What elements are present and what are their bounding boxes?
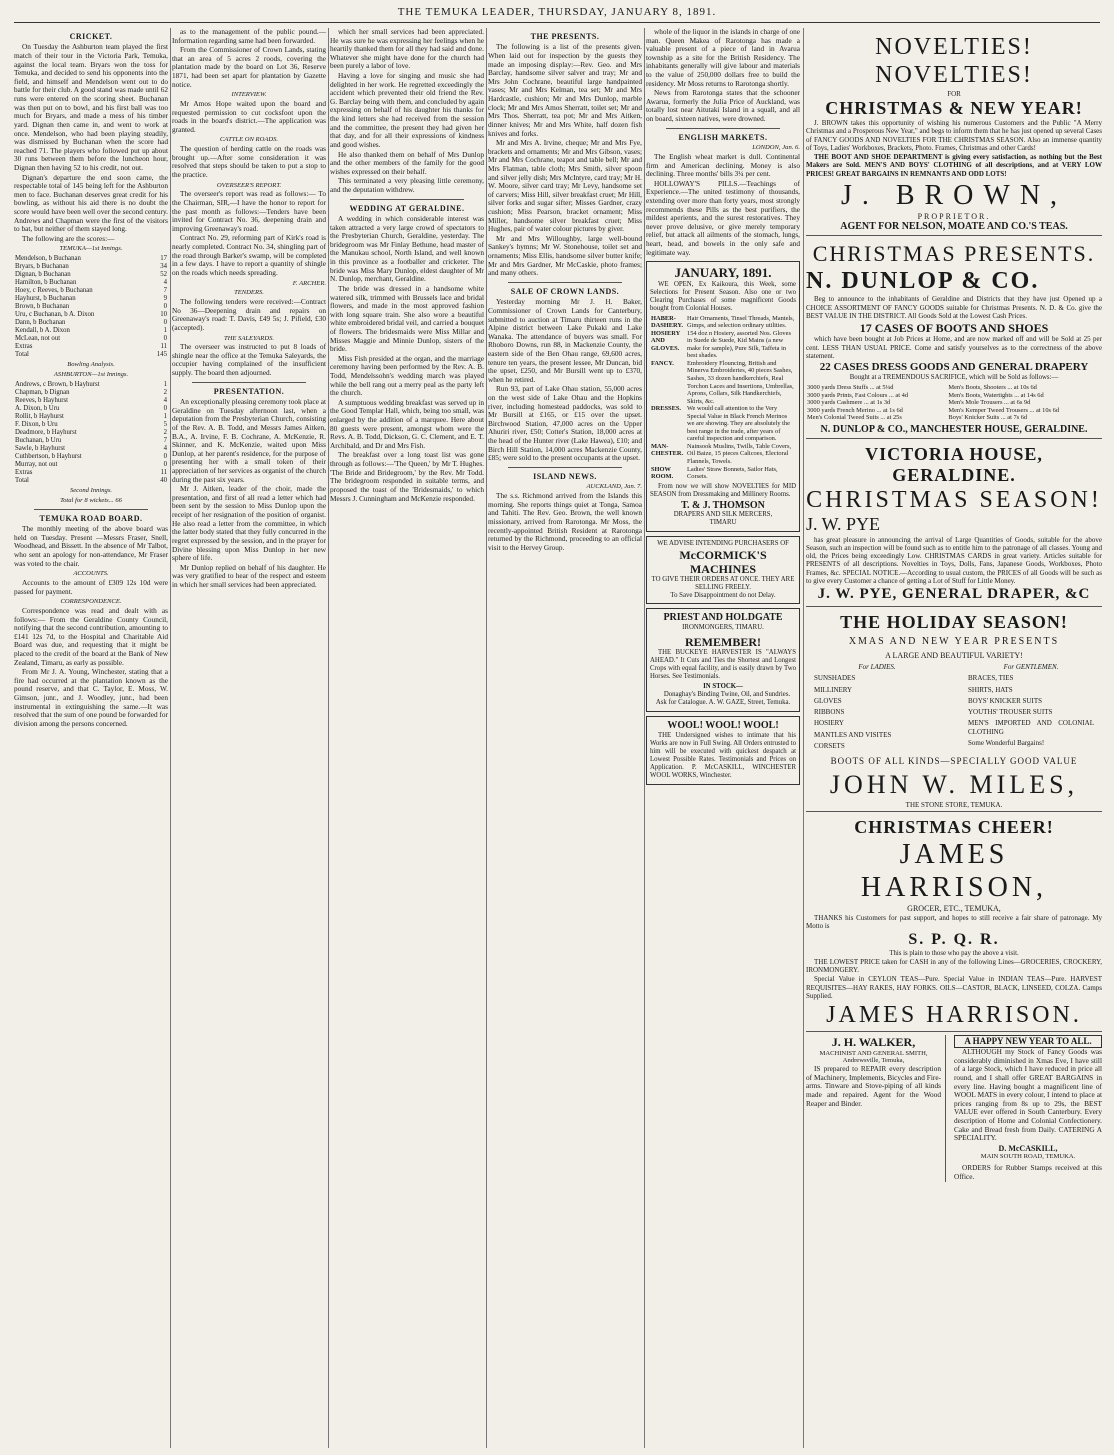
article-paragraph: The following are the scores:— xyxy=(22,233,115,243)
ad-text: THE BOOT AND SHOE DEPARTMENT is giving every satisfaction, as nothing but the Best Makers are Sold. MEN'S AND BOYS' CLOTHING of all descriptions, and at VERY LOW PRICES! GREAT BARGAINS IN REMNANTS AND ODD LOTS! xyxy=(806,153,1102,178)
list-heading: For GENTLEMEN. xyxy=(1003,663,1059,672)
subheading: TENDERS. xyxy=(234,289,264,297)
list-item: SUNSHADES xyxy=(814,674,856,683)
subheading: INTERVIEW. xyxy=(231,91,267,99)
score-row xyxy=(14,453,168,461)
score-row xyxy=(14,461,168,469)
batsman-name: Uru, c Buchanan, b A. Dixon xyxy=(15,311,95,319)
ad-text: Special Value in CEYLON TEAS—Pure. Special Value in INDIAN TEAS—Pure. HARVEST REQUISITES—HAY RAKES, HAY FORKS. OILS—CASTOR, BLACK, LINSEED, COLZA. Camps Supplied. xyxy=(806,975,1102,1000)
article-paragraph: Contract No. 29, reforming part of Kirk's road is nearly completed. Contract No. 34, shingling part of the road through Barker's swamp, will be completed in a few days. I have to report a quantity of shingle on the roads which needs spreading. xyxy=(172,233,326,277)
batsman-name: Reeves, b Hayhurst xyxy=(15,396,69,404)
article-paragraph: The following tenders were received:—Contract No 36—Deepening drain and repairs on Greenaway's road: T. Davis, £49 5s; J. Pifield, £30 (accepted). xyxy=(172,297,326,332)
ad-motto: S. P. Q. R. xyxy=(908,931,1000,948)
mccaskill-advertisement xyxy=(954,1035,1102,1182)
section-divider xyxy=(34,509,148,510)
subheading: THE SALEYARDS. xyxy=(223,334,275,342)
advertiser-address: N. DUNLOP & CO., MANCHESTER HOUSE, GERALDINE. xyxy=(820,423,1088,435)
column-4 xyxy=(488,28,642,1448)
section-divider xyxy=(508,282,622,283)
batsman-runs: 10 xyxy=(160,311,167,319)
advertiser-name: D. McCASKILL, xyxy=(998,1143,1058,1153)
subheading: OVERSEER'S REPORT. xyxy=(216,181,282,189)
gentlemen-list xyxy=(968,660,1094,753)
department-name: FANCY. xyxy=(651,359,674,367)
article-paragraph: From the Commissioner of Crown Lands, stating that an area of 5 acres 2 roods, covering the plantation made by the board on Lot 36, Reserve 1871, had been set apart for plantation by Gazette notice. xyxy=(172,45,326,89)
header-rule xyxy=(14,22,1100,23)
price-row xyxy=(806,384,1102,392)
article-paragraph: Mr Dunlop replied on behalf of his daughter. He was very gratified to hear of the respect and esteem in which her small services had been appreciated. xyxy=(172,562,326,589)
column-rule xyxy=(170,28,171,1448)
ad-text: Donaghay's Binding Twine, Oil, and Sundries. Ask for Catalogue. A. W. GAZE, Street, Temuka. xyxy=(655,690,791,706)
ad-departments xyxy=(650,315,796,481)
innings-title: Second Innings. xyxy=(69,487,113,495)
article-paragraph: as to the management of the public pound.—Information regarding same had been forwarded. xyxy=(172,28,326,45)
batsman-runs: 40 xyxy=(160,477,167,485)
subheading: ACCOUNTS. xyxy=(73,570,109,578)
article-paragraph: Mr and Mrs Willoughby, large well-bound Sankey's hymns; Mr W. Stonehouse, toilet set and ornaments; Miss Ellis, handsome silver butter knife; Mr and Mrs Gardner, Mr McCaskie, photo frames; and many others. xyxy=(488,233,642,278)
column-rule xyxy=(486,28,487,1448)
batsman-name: Hoey, c Reeves, b Buchanan xyxy=(15,287,93,295)
ad-text: THE LOWEST PRICE taken for CASH in any of the following Lines—GROCERIES, CROCKERY, IRONMONGERY. xyxy=(806,957,1102,975)
article-paragraph: The breakfast over a long toast list was gone through as follows:—'The Queen,' by Mr T. Hughes. 'The Bride and Bridegroom,' by the Rev. Mr Todd. The bridegroom responded in suitable terms, and proposed the toast of the 'Bridesmaids,' to which Messrs J. Cunningham and McKenzie responded. xyxy=(330,450,484,503)
heading-sale-crown-lands: SALE OF CROWN LANDS. xyxy=(510,286,620,296)
score-row xyxy=(14,351,168,359)
ad-text: From now we will show NOVELTIES for MID SEASON from Dressmaking and Millinery Rooms. xyxy=(650,482,796,498)
price-item: Men's Colonial Tweed Suits ... at 25s xyxy=(807,414,902,422)
batsman-runs: 17 xyxy=(160,255,167,263)
ad-text: A LARGE AND BEAUTIFUL VARIETY! xyxy=(885,650,1023,660)
advertiser-footer: JAMES HARRISON. xyxy=(826,1002,1082,1029)
batsman-name: Total xyxy=(15,477,29,485)
ad-text: WE ADVISE INTENDING PURCHASERS OF xyxy=(657,539,789,547)
department-row xyxy=(650,405,796,443)
innings-total: Total for 8 wickets... 66 xyxy=(60,496,122,504)
price-item: 3000 yards Prints, Fast Colours ... at 4d xyxy=(807,391,909,399)
list-item: RIBBONS xyxy=(814,708,845,717)
price-list xyxy=(806,384,1102,422)
temuka-scorecard xyxy=(14,255,168,359)
list-item: MANTLES AND VISITES xyxy=(814,730,892,739)
batsman-runs: 2 xyxy=(163,429,167,437)
section-divider xyxy=(350,199,464,200)
batsman-runs: 1 xyxy=(163,380,167,388)
wool-advertisement xyxy=(646,716,800,785)
batsman-name: A. Dixon, b Uru xyxy=(15,405,60,412)
batsman-runs: 0 xyxy=(163,319,167,327)
ad-text: J. BROWN takes this opportunity of wishing his numerous Customers and the Public "A Merry Christmas and a Prosperous New Year," and begs to inform them that he has just opened up several Cases of FANCY GOODS AND NOVELTIES FOR THE CHRISTMAS SEASON. Also an immense quantity of Toys, Ladies' Workboxes, Brackets, Photo. Frames, Christmas and other Cards! xyxy=(806,119,1102,152)
department-name: SHOW ROOM. xyxy=(651,465,674,481)
score-row xyxy=(14,335,168,343)
batsman-name: Mendelson, b Buchanan xyxy=(15,255,81,263)
brown-advertisement xyxy=(806,31,1102,236)
department-name: HABER-DASHERY. xyxy=(651,314,684,330)
batsman-name: Extras xyxy=(15,469,33,477)
batsman-runs: 5 xyxy=(163,421,167,429)
ad-text: IS prepared to REPAIR every description of Machinery, Implements, Bicycles and Fire-arms. Tinware and Stove-piping of all kinds made and repaired. Agent for the Wood Reaper and Binder. xyxy=(806,1064,941,1108)
batsman-runs: 52 xyxy=(160,271,167,279)
batsman-name: Cuthbertson, b Hayhurst xyxy=(15,453,82,461)
batsman-runs: 0 xyxy=(163,303,167,311)
article-paragraph: whole of the liquor in the islands in charge of one man. Queen Makea of Rarotonga has made a valuable present of a piece of land in Avarua township as a site for the British Residency. The inhabitants generally will give labour and materials to the value of 250,000 dollars free to build the residency. Mr Moss returns to Rarotonga shortly. xyxy=(646,28,800,88)
article-paragraph: The question of herding cattle on the roads was brought up.—After some consideration it was resolved that steps should be taken to put a stop to the practice. xyxy=(172,144,326,180)
ad-title: IN STOCK— xyxy=(703,682,743,690)
batsman-name: Rollit, b Hayhurst xyxy=(15,413,64,421)
batsman-runs: 34 xyxy=(160,263,167,271)
batsman-name: McLean, not out xyxy=(15,335,61,343)
list-item: MILLINERY xyxy=(814,685,853,694)
batsman-name: Dignan, b Buchanan xyxy=(15,271,71,279)
score-row xyxy=(14,469,168,477)
advertiser-name: PRIEST AND HOLDGATE xyxy=(663,611,783,623)
ad-subtitle: XMAS AND NEW YEAR PRESENTS xyxy=(848,636,1060,647)
batsman-runs: 4 xyxy=(163,396,167,404)
article-paragraph: A wedding in which considerable interest was taken attracted a very large crowd of spectators to the Presbyterian Church, Geraldine, yesterday. The bridegroom was Mr Finlay Bethune, head master of the Manukau school, North Island, and well known in this province as a footballer and cricketer. The bride was Miss Mary Dunlop, eldest daughter of Mr N. Dunlop, merchant, Geraldine. xyxy=(330,214,484,284)
article-paragraph: Dignan's departure the end soon came, the respectable total of 145 being left for the Ashburton men to face. Buchanan deserves great credit for his bowling, as without his aid there is no doubt the score would have been well over the second century. Andrews and Chapman were the first of the visitors to bat, but neither of them stayed long. xyxy=(14,172,168,234)
ashburton-scorecard xyxy=(14,381,168,485)
score-row xyxy=(14,263,168,271)
ad-text: ORDERS for Rubber Stamps received at this Office. xyxy=(954,1162,1102,1181)
bowling-title: Bowling Analysis. xyxy=(67,361,115,369)
ad-text: THE BUCKEYE HARVESTER IS "ALWAYS AHEAD." It Cuts and Ties the Shortest and Longest Crops with equal facility, and is easily drawn by Two Horses. See Testimonials. xyxy=(650,648,796,680)
article-paragraph: Run 93, part of Lake Ohau station, 55,000 acres on the west side of Lake Ohau and the Hopkins river, including homestead paddocks, was sold to Mr Bursill at £165, or £15 over the upset. Birchwood Station, 47,000 acres on the Upper Ahuriri river, £50; Cotter's Station, 18,000 acres at the head of the Hunter river (Lake Hawea), £10; and Birch Hill Station, 14,000 acres Mackenzie County, £85; were sold to the present occupants at the upset. xyxy=(488,384,642,463)
article-paragraph: An exceptionally pleasing ceremony took place at Geraldine on Tuesday afternoon last, when a deputation from the Presbyterian Church, consisting of the Rev. A. B. Todd, and Messrs James Aitken, B.A., A. Irvine, F. B. Cochrane, A. McKenzie, R. Skinner, and K. McKenzie, waited upon Miss Dunlop, at her parent's residence, for the purpose of presenting her with a small token of their appreciation of her services as organist of the church during the past six years. xyxy=(172,397,326,484)
ad-text: Bought at a TREMENDOUS SACRIFICE, which will be Sold as follows:— xyxy=(849,374,1059,382)
subheading: CATTLE ON ROADS. xyxy=(219,136,279,144)
advertiser-name: JAMES HARRISON, xyxy=(860,839,1048,904)
column-advertisements xyxy=(806,28,1102,1448)
batsman-runs: 1 xyxy=(163,327,167,335)
price-item: 3000 yards Cashmere ... at 1s 3d xyxy=(807,399,891,407)
ad-text: AGENT FOR NELSON, MOATE AND CO.'S TEAS. xyxy=(840,221,1068,233)
article-paragraph: Miss Fish presided at the organ, and the marriage ceremony having been performed by the Rev. A. B. Todd, Mendelssohn's wedding march was played while the bell rang out a merry peal as the party left the church. xyxy=(330,353,484,398)
ad-text: THANKS his Customers for past support, and hopes to still receive a fair share of patronage. My Motto is xyxy=(806,913,1102,930)
price-item: Men's Kemper Tweed Trousers ... at 10s 6d xyxy=(948,406,1060,414)
department-items: We would call attention to the Very Special Value in Black French Merinos we are showing. They are absolutely the best range in the trade, after years of careful inspection and comparison. xyxy=(687,405,790,443)
price-item: 3000 yards French Merino ... at 1s 6d xyxy=(807,406,903,414)
article-paragraph: which her small services had been appreciated. He was sure he was expressing her feelings when he heartily thanked them for all they had said and done. Whatever she might have done for the church had been purely a labor of love. xyxy=(330,28,484,71)
article-paragraph: From Mr J. A. Young, Winchester, stating that a fire had occurred at the plantation known as the pound reserve, and that C. Taylor, E. Moss, W. Gimson, junr., and J. Woodley, junr., had been instrumental in extinguishing the same.—It was resolved that the sum of one pound be forwarded for division among the persons concerned. xyxy=(14,667,168,728)
batsman-runs: 11 xyxy=(160,343,167,351)
article-paragraph: The overseer's report was read as follows:— To the Chairman, SIR,—I have the honor to report for the past month as follows:—Tenders have been invited for Contract No. 36, deepening drain and improving Greenaway's road. xyxy=(172,189,326,233)
batsman-name: Murray, not out xyxy=(15,461,58,469)
list-item: Some Wonderful Bargains! xyxy=(968,738,1045,747)
ad-title: 17 CASES OF BOOTS AND SHOES xyxy=(859,321,1049,336)
list-item: MEN'S IMPORTED AND COLONIAL CLOTHING xyxy=(968,719,1094,736)
score-row xyxy=(14,311,168,319)
advertiser-address: MAIN SOUTH ROAD, TEMUKA. xyxy=(980,1153,1076,1161)
advertiser-address: THE STONE STORE, TEMUKA. xyxy=(905,800,1003,809)
walker-advertisement xyxy=(806,1035,946,1182)
score-row xyxy=(14,381,168,389)
advertiser-name: J. BROWN, xyxy=(840,179,1068,211)
list-item: CORSETS xyxy=(814,741,845,750)
batsman-name: Deadmore, b Hayhurst xyxy=(15,429,77,437)
department-name: HOSIERY AND GLOVES. xyxy=(651,329,681,352)
ad-banner: VICTORIA HOUSE, GERALDINE. xyxy=(865,443,1043,485)
column-2 xyxy=(172,28,326,1448)
department-row xyxy=(650,443,796,466)
department-items: Ladies' Straw Bonnets, Sailor Hats, Corsets. xyxy=(687,465,778,481)
department-name: MAN-CHESTER. xyxy=(651,442,684,458)
batsman-name: Buchanan, b Uru xyxy=(15,437,62,445)
ad-text: FOR xyxy=(947,89,961,98)
batsman-name: F. Dixon, b Uru xyxy=(15,421,58,429)
batsman-runs: 0 xyxy=(163,335,167,343)
price-row xyxy=(806,407,1102,415)
list-item: BOYS' KNICKER SUITS xyxy=(968,696,1042,705)
ad-title: REMEMBER! xyxy=(685,634,761,649)
ad-text: TO GIVE THEIR ORDERS AT ONCE. THEY ARE SELLING FREELY. xyxy=(651,575,795,591)
batsman-runs: 0 xyxy=(163,461,167,469)
ad-text: BOOTS OF ALL KINDS—SPECIALLY GOOD VALUE xyxy=(830,756,1078,767)
score-row xyxy=(14,429,168,437)
article-paragraph: Mr J. Aitken, leader of the choir, made the presentation, and first of all read a letter which had been sent by the session to Miss Dunlop upon the receipt of her resignation of the position of organist. He also read a letter from the committee, in which the latter body stated that they fully concurred in the regret expressed by the session, and in the prayer for Divine blessing upon Miss Dunlop in her new sphere of life. xyxy=(172,484,326,563)
ad-banner: NOVELTIES! NOVELTIES! xyxy=(875,34,1033,89)
score-row xyxy=(14,445,168,453)
department-row xyxy=(650,466,796,481)
section-divider xyxy=(508,467,622,468)
ad-banner: THE HOLIDAY SEASON! xyxy=(840,611,1068,632)
heading-road-board: TEMUKA ROAD BOARD. xyxy=(39,513,143,523)
article-paragraph: HOLLOWAY'S PILLS.—Teachings of Experience.—The united testimony of thousands, extending over more than forty years, most strongly recommends these Pills as the best purifiers, the mildest aperients, and the surest restoratives. They never prove delusive, or give merely temporary relief, but attack all ailments of the stomach, lungs, heart, head, and bowels in the only safe and legitimate way. xyxy=(646,178,800,257)
score-row xyxy=(14,255,168,263)
batsman-runs: 1 xyxy=(163,413,167,421)
article-paragraph: A sumptuous wedding breakfast was served up in the Good Templar Hall, which, being too small, was enlarged by the addition of a marquee. Here about 80 guests were present, amongst whom were the Revs. A. B. Todd, Dickson, G. C. Clement, and E. T. Archibald, and Dr and Mrs Fish. xyxy=(330,397,484,450)
ad-text: To Save Disappointment do not Delay. xyxy=(670,591,776,599)
ad-text: Beg to announce to the inhabitants of Geraldine and Districts that they have just Opened up a CHOICE ASSORTMENT OF FANCY GOODS suitable for Christmas Presents. N. D. & Co. give the BEST VALUE IN THE DISTRICT. All Goods Sold at the Lowest Cash Prices. xyxy=(806,295,1102,320)
article-paragraph: He also thanked them on behalf of Mrs Dunlop and the other members of the family for the good wishes expressed on their behalf. xyxy=(330,149,484,176)
goods-lists xyxy=(806,660,1102,753)
score-row xyxy=(14,421,168,429)
batsman-runs: 2 xyxy=(163,388,167,396)
article-paragraph: News from Rarotonga states that the schooner Awarua, formerly the Julia Price of Auckland, was totally lost near Aitutaki Island in a squall, and all on board, sixteen natives, were drowned. xyxy=(646,88,800,124)
advertiser-name: J. H. WALKER, xyxy=(831,1035,916,1050)
article-paragraph: The s.s. Richmond arrived from the Islands this morning. She reports things quiet at Tonga, Samoa and Tahiti. The Rev. Geo. Brown, the well known missionary, arrived from Rarotonga. Mr Moss, the recently-appointed British Resident at Rarotonga returned by the Richmond, proceeding to an official visit to the Hervey Group. xyxy=(488,491,642,552)
batsman-name: Chapman, b Dignan xyxy=(15,388,70,396)
advertiser-trade: IRONMONGERS, TIMARU. xyxy=(682,623,764,631)
article-paragraph: Correspondence was read and dealt with as follows:— From the Geraldine County Council, notifying that the second contribution, amounting to £141 12s 7d, to the Hospital and Charitable Aid Board was due, and requesting that it might be placed to the credit of the board at the Bank of New Zealand, Timaru, as early as possible. xyxy=(14,605,168,667)
article-paragraph: Yesterday morning Mr J. H. Baker, Commissioner of Crown Lands for Canterbury, submitted to auction at Timaru thirteen runs in the Alpine district between Lake Pukaki and Lake Wanaka. The attendance of buyers was small. For Rhoboro Downs, run 88, in Mackenzie County, the eastern side of the Ben Ohau range, 69,600 acres, tenure ten years, the present lessee, Mr Duncan, bid the upset, £250, and Mr Bursill went up to £370, when he retired. xyxy=(488,297,642,384)
ad-banner: CHRISTMAS PRESENTS. xyxy=(812,241,1096,267)
score-row xyxy=(14,405,168,413)
score-row xyxy=(14,327,168,335)
batsman-runs: 0 xyxy=(163,453,167,461)
ad-text: WE OPEN, Ex Kaikoura, this Week, some Selections for Present Season. Also one or two Clearing Purchases of some magnificent Goods bought from Colonial Houses. xyxy=(650,280,796,312)
department-items: Nainsook Muslins, Twills, Table Covers, Oil Baize, 15 pieces Calicoes, Electoral Flannels, Towels. xyxy=(687,442,792,465)
batsman-runs: 0 xyxy=(163,405,167,412)
batsman-name: Dann, b Buchanan xyxy=(15,319,66,327)
column-rule xyxy=(803,28,804,1448)
advertiser-trade: MACHINIST AND GENERAL SMITH, Andrewsville, Temuka, xyxy=(819,1049,928,1065)
price-row xyxy=(806,414,1102,422)
advertiser-town: TIMARU xyxy=(709,519,737,527)
column-rule xyxy=(644,28,645,1448)
heading-cricket: CRICKET. xyxy=(69,32,113,41)
bottom-advertisements xyxy=(806,1035,1102,1182)
price-item: Men's Boots, Watertights ... at 14s 6d xyxy=(948,391,1044,399)
ad-banner: CHRISTMAS SEASON! xyxy=(806,487,1102,514)
dunlop-advertisement xyxy=(806,239,1102,438)
score-row xyxy=(14,271,168,279)
article-paragraph: This terminated a very pleasing little ceremony, and the deputation withdrew. xyxy=(330,176,484,194)
ad-text: ALTHOUGH my Stock of Fancy Goods was considerably diminished in Xmas Eve, I have still of a large Stock, which I have reduced in price all round, and I shall offer GREAT BARGAINS in every line. Having bought a magnificent line of WOOL MATS in every colour, I intend to place at prices ranging from 8s up to 29s, the BEST VALUE ever offered in South Canterbury. Every description of Home and Colonial Confectionery. Cake and Bread fresh from Daily. CATERING A SPECIALITY. xyxy=(954,1047,1102,1143)
article-paragraph: Having a love for singing and music she had delighted in her work. He regretted exceedingly the accident which prevented their old friend the Rev. G. Barclay being with them, and concluded by again expressing on behalf of his daughter his thanks for the kind letters she had received from the session and the committee, the present they had given her that day, and for all their expressions of kindness and good wishes. xyxy=(330,71,484,149)
batsman-runs: 4 xyxy=(163,279,167,287)
pye-advertisement xyxy=(806,442,1102,607)
ad-text: has great pleasure in announcing the arrival of Large Quantities of Goods, suitable for the above Season, such an inspection will be found such as to entitle him to the patronage of all classes. Young and old, the Prices being exceedingly Low. CHRISTMAS CARDS in great variety. Articles suitable for PRESENTS of all descriptions. Novelties in Toys, Dolls, Fans, Japanese Goods, Workboxes, Photo Frames, &c. SPECIAL NOTICE.—According to usual custom, the PRICES of all Goods will be such as to give every Customer a chance of getting a Lot of Stuff for Little Money. xyxy=(806,535,1102,585)
score-row xyxy=(14,397,168,405)
price-item: Men's Mole Trousers ... at 6s 9d xyxy=(948,399,1031,407)
signature: F. ARCHER. xyxy=(292,279,326,287)
advertiser-name: N. DUNLOP & CO. xyxy=(806,268,1040,295)
column-rule xyxy=(328,28,329,1448)
list-item: SHIRTS, HATS xyxy=(968,685,1013,694)
list-item: HOSIERY xyxy=(814,719,844,728)
article-paragraph: The English wheat market is dull. Continental firm and American declining. Money is also declining. Three months' bills 3¼ per cent. xyxy=(646,151,800,179)
innings-title: ASHBURTON—1st Innings. xyxy=(53,371,129,379)
ad-banner: CHRISTMAS & NEW YEAR! xyxy=(825,97,1083,118)
score-row xyxy=(14,413,168,421)
advertiser-trade: GROCER, ETC., TEMUKA, xyxy=(907,904,1001,914)
ad-title: 22 CASES DRESS GOODS AND GENERAL DRAPERY xyxy=(819,361,1089,374)
dateline: LONDON, Jan. 6. xyxy=(752,144,800,152)
article-paragraph: The following is a list of the presents given. When laid out for inspection by the guests they made an imposing display:—Rev. Geo. and Mrs Barclay, handsome silver salver and tray; Mr and Mrs John Cochrane, beautiful large handpainted vases; Mr and Mrs Kelman, tea set; Mr and Mrs Hardcastle, cushion; Mr and Mrs Dunlop, marble clock; Mr and Mrs Amos Sherratt, toilet set; Mr and Mrs Thos. Sherratt, tea pot; Mr and Mrs Aitken, dinner knives; Mr and Mrs White, half dozen fish knives and forks. xyxy=(488,42,642,138)
ad-title: A HAPPY NEW YEAR TO ALL. xyxy=(954,1035,1102,1048)
list-item: YOUTHS' TROUSER SUITS xyxy=(968,708,1053,717)
batsman-name: Andrews, c Brown, b Hayhurst xyxy=(15,380,100,388)
score-row xyxy=(14,437,168,445)
batsman-runs: 7 xyxy=(163,287,167,295)
heading-presents: THE PRESENTS. xyxy=(530,32,600,41)
drapery-advertisement xyxy=(646,261,800,531)
score-row xyxy=(14,389,168,397)
innings-title: TEMUKA—1st Innings. xyxy=(59,245,123,253)
advertiser-name: JOHN W. MILES, xyxy=(829,769,1079,799)
department-items: Hair Ornaments, Tinsel Threads, Mantels, Gimps, and selection ordinary utilities. xyxy=(687,314,795,330)
score-row xyxy=(14,287,168,295)
department-items: Embroidery Flouncing, British and Minerva Embroideries, 40 pieces Sashes, Sashes, 33 dozen handkerchiefs, Real Torchon Laces and Insertions, Umbrellas, Aprons, Collars, Silk Handkerchiefs, Skirts, &c. xyxy=(687,359,794,405)
price-row xyxy=(806,392,1102,400)
score-row xyxy=(14,319,168,327)
score-row xyxy=(14,279,168,287)
list-item: GLOVES xyxy=(814,696,842,705)
advertiser-name: J. W. PYE xyxy=(806,514,881,535)
batsman-runs: 9 xyxy=(163,295,167,303)
mccormick-advertisement xyxy=(646,536,800,604)
ad-banner: CHRISTMAS CHEER! xyxy=(854,816,1054,837)
article-paragraph: The overseer was instructed to put 8 loads of shingle near the office at the Temuka Saleyards, the occupier having complained of the insufficient supply. The board then adjourned. xyxy=(172,342,326,378)
heading-presentation: PRESENTATION. xyxy=(213,386,285,396)
price-item: Boys' Knicker Suits ... at 7s 6d xyxy=(948,414,1028,422)
advertiser-name: T. & J. THOMSON xyxy=(681,499,765,511)
section-divider xyxy=(666,128,780,129)
score-row xyxy=(14,303,168,311)
price-item: 3000 yards Dress Stuffs ... at 5¼d xyxy=(807,384,894,392)
subheading: CORRESPONDENCE. xyxy=(60,598,122,606)
heading-english-markets: ENGLISH MARKETS. xyxy=(678,132,768,142)
price-item: Men's Boots, Shooters ... at 10s 6d xyxy=(948,384,1037,392)
ad-title: McCORMICK'S MACHINES xyxy=(679,547,767,576)
batsman-runs: 11 xyxy=(160,469,167,477)
ad-text: THE Undersigned wishes to intimate that his Works are now in Full Swing. All Orders entrusted to him will be executed with quickest despatch at Lowest Possible Rates. Testimonials and Prices on Application. P. McCASKILL, WINCHESTER WOOL WORKS, Winchester. xyxy=(650,731,796,779)
column-1 xyxy=(14,28,168,1448)
batsman-runs: 145 xyxy=(156,351,167,359)
batsman-name: Extras xyxy=(15,343,33,351)
article-paragraph: On Tuesday the Ashburton team played the first match of their tour in the Victoria Park, Temuka, against the local team. Bryars won the toss for Temuka, and decided to send his opponents into the field, and himself and Mendelson went out to do battle for their club. A good stand was made until 62 runs were entered on the scoring sheet. Buchanan was then put on to bowl, and his first ball was too much for Bryars, and made a mess of his timber yard. Dignan then came in, and went to work at once. Mendelson, who had been playing steadily, was dismissed by Buchanan when the score had reached 71. The players who followed put up about 30 runs between them before the luncheon hour, Dignan then having 52 to his credit, not out. xyxy=(14,42,168,172)
article-paragraph: Mr Amos Hope waited upon the board and requested permission to cut cocksfoot upon the roads in the board's district.—The application was granted. xyxy=(172,99,326,134)
batsman-name: Kendall, b A. Dixon xyxy=(15,327,70,335)
score-row xyxy=(14,295,168,303)
department-row xyxy=(650,360,796,405)
department-row xyxy=(650,315,796,330)
department-items: 154 doz n Hosiery, assorted Nos. Gloves in Suede de Suede, Kid Mains (a new make for sample), Pure Silk, Taffeta in best shades. xyxy=(687,329,791,360)
department-name: DRESSES. xyxy=(651,405,682,413)
batsman-name: Hayhurst, b Buchanan xyxy=(15,295,76,303)
article-paragraph: The bride was dressed in a handsome white watered silk, trimmed with Brussels lace and bridal flowers, and made in the most approved fashion with long square train. She also wore a beautiful white embroidered bridal veil, and carried a bouquet of flowers. The bridesmaids were Miss Millar and Misses Maggie and Minnie Dunlop, sisters of the bride. xyxy=(330,283,484,354)
batsman-name: Total xyxy=(15,351,29,359)
batsman-name: Bryars, b Buchanan xyxy=(15,263,69,271)
article-paragraph: The monthly meeting of the above board was held on Tuesday. Present —Messrs Fraser, Snell, Woodhead, and Bissett. In the absence of Mr Talbot, who sent an apology for non-attendance, Mr Fraser was voted to the chair. xyxy=(14,524,168,568)
section-divider xyxy=(192,382,306,383)
advertiser-footer: J. W. PYE, GENERAL DRAPER, &C xyxy=(817,586,1091,603)
ladies-list xyxy=(814,660,940,753)
masthead: THE TEMUKA LEADER, THURSDAY, JANUARY 8, 1891. xyxy=(397,6,717,18)
list-item: BRACES, TIES xyxy=(968,674,1014,683)
score-row xyxy=(14,343,168,351)
score-row xyxy=(14,477,168,485)
batsman-name: Brown, b Buchanan xyxy=(15,303,70,311)
harrison-advertisement xyxy=(806,815,1102,1033)
advertiser-trade: DRAPERS AND SILK MERCERS, xyxy=(673,511,773,519)
batsman-name: Hamilton, b Buchanan xyxy=(15,279,77,287)
batsman-runs: 4 xyxy=(163,445,167,453)
batsman-runs: 7 xyxy=(163,437,167,445)
miles-advertisement xyxy=(806,610,1102,812)
ad-title: JANUARY, 1891. xyxy=(674,265,772,281)
column-5 xyxy=(646,28,800,1448)
article-paragraph: Accounts to the amount of £309 12s 10d were passed for payment. xyxy=(14,577,168,596)
ad-text: This is plain to those who pay the above a visit. xyxy=(889,949,1019,957)
column-3 xyxy=(330,28,484,1448)
department-row xyxy=(650,330,796,360)
batsman-name: Sawle, b Hayhurst xyxy=(15,445,66,453)
article-paragraph: Mr and Mrs A. Irvine, cheque; Mr and Mrs Fye, brackets and ornaments; Mr and Mrs Gibson, vases; Mr and Mrs Cochrane, teapot and table bell; Mr and Mrs Flatman, table cloth; Mrs Smith, silver spoon and silver jelly dish; Mrs McIntyre, card tray; Mr H. W. Moore, silver card tray; Mr Levy, handsome set of carvers; Miss Hill, silver breakfast cruet; Mr Hill, silver forks and sugar sifter; Misses Gardner, crazy cushion; Miss Pearson, bracket ornament; Miss Miller, handsome silver breakfast cruet; Miss Hughes, pair of water colour pictures by giver. xyxy=(488,138,642,234)
price-row xyxy=(806,399,1102,407)
heading-island-news: ISLAND NEWS. xyxy=(533,471,597,481)
ad-title: WOOL! WOOL! WOOL! xyxy=(667,719,779,731)
ironmonger-advertisement xyxy=(646,608,800,712)
advertiser-title: PROPRIETOR. xyxy=(917,211,991,221)
heading-wedding: WEDDING AT GERALDINE. xyxy=(349,203,465,213)
dateline: AUCKLAND, Jan. 7. xyxy=(586,483,642,491)
list-heading: For LADIES. xyxy=(858,663,896,672)
ad-text: which have been bought at Job Prices at Home, and are now marked off and will be Sold at 25 per cent. LESS THAN USUAL PRICE. Come and satisfy yourselves as to the correctness of the above statement. xyxy=(806,335,1102,360)
